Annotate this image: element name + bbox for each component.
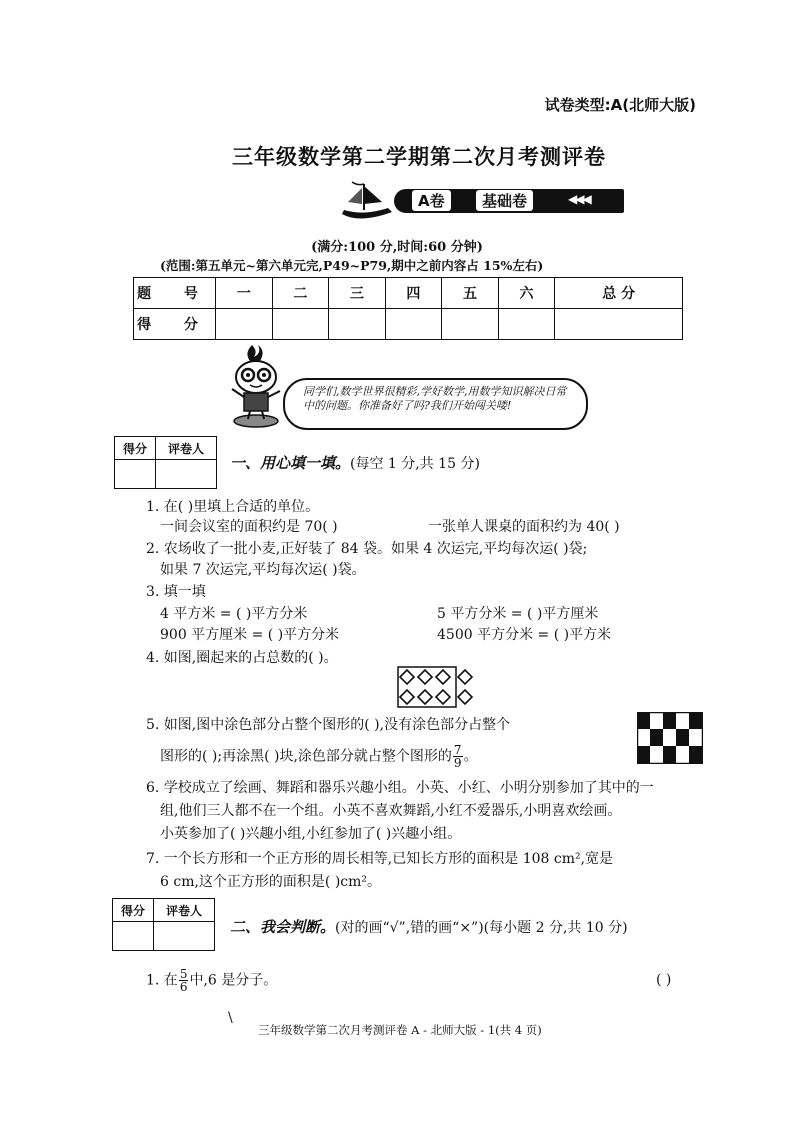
page-title: 三年级数学第二学期第二次月考测评卷 xyxy=(232,145,606,169)
question-1-1a: 一间会议室的面积约是 70( ) xyxy=(160,519,338,535)
question-1-6a: 6. 学校成立了绘画、舞蹈和器乐兴趣小组。小英、小红、小明分别参加了其中的一 xyxy=(146,780,654,796)
question-1-5b-text: 图形的( );再涂黑( )块,涂色部分就占整个图形的 xyxy=(160,748,452,765)
question-1-2a: 2. 农场收了一批小麦,正好装了 84 袋。如果 4 次运完,平均每次运( )袋; xyxy=(146,541,588,557)
ship-icon xyxy=(338,180,402,224)
score-table-header-row xyxy=(134,278,683,309)
table-cell: 得 分 xyxy=(134,309,216,340)
diamond-shape xyxy=(458,670,472,684)
table-cell: 题 号 xyxy=(134,278,216,309)
paper-type-label: 试卷类型:A(北师大版) xyxy=(544,96,696,114)
question-1-3b: 5 平方分米 = ( )平方厘米 xyxy=(437,606,599,622)
question-1-6c: 小英参加了( )兴趣小组,小红参加了( )兴趣小组。 xyxy=(160,826,462,842)
diamond-shape xyxy=(400,690,414,704)
fraction-numerator: 5 xyxy=(179,967,188,981)
volume-banner xyxy=(338,180,630,224)
score-input-cell[interactable] xyxy=(329,309,386,340)
banner-b-label: 基础卷 xyxy=(476,190,533,211)
grader-score-cell[interactable] xyxy=(113,922,154,951)
fraction xyxy=(453,744,463,769)
question-2-1-pre: 1. 在 xyxy=(146,972,178,989)
diamond-shape xyxy=(436,690,450,704)
grader-box xyxy=(114,436,217,489)
grader-name-cell[interactable] xyxy=(156,460,217,489)
grader-name-label: 评卷人 xyxy=(156,437,217,460)
question-1-5a: 5. 如图,图中涂色部分占整个图形的( ),没有涂色部分占整个 xyxy=(146,717,511,733)
table-cell: 六 xyxy=(498,278,555,309)
grader-name-cell[interactable] xyxy=(154,922,215,951)
arrows-icon: ◀◀◀ xyxy=(568,192,590,206)
fraction-numerator: 7 xyxy=(453,743,462,757)
speech-bubble: 同学们,数学世界很精彩,学好数学,用数学知识解决日常中的问题。你准备好了吗?我们开始闯关喽! xyxy=(283,378,588,430)
question-1-7a: 7. 一个长方形和一个正方形的周长相等,已知长方形的面积是 108 cm²,宽是 xyxy=(146,851,614,867)
score-table xyxy=(133,277,683,340)
question-1-2b: 如果 7 次运完,平均每次运( )袋。 xyxy=(160,562,366,578)
question-1-6b: 组,他们三人都不在一个组。小英不喜欢舞蹈,小红不爱器乐,小明喜欢绘画。 xyxy=(160,803,622,819)
grader-score-cell[interactable] xyxy=(115,460,156,489)
score-input-cell[interactable] xyxy=(442,309,499,340)
question-1-1: 1. 在( )里填上合适的单位。 xyxy=(146,499,320,515)
section-2-note: (对的画“√”,错的画“×”)(每小题 2 分,共 10 分) xyxy=(335,920,628,936)
section-1-note: (每空 1 分,共 15 分) xyxy=(350,456,480,472)
stray-mark: \ xyxy=(228,1010,233,1026)
score-input-cell[interactable] xyxy=(216,309,273,340)
score-input-cell[interactable] xyxy=(498,309,555,340)
grader-score-label: 得分 xyxy=(113,899,154,922)
table-cell: 总 分 xyxy=(555,278,683,309)
question-1-3a: 4 平方米 = ( )平方分米 xyxy=(160,606,308,622)
page-footer: 三年级数学第二次月考测评卷 A - 北师大版 - 1(共 4 页) xyxy=(258,1023,542,1037)
table-cell: 四 xyxy=(385,278,442,309)
fraction xyxy=(179,968,189,993)
diamond-shape xyxy=(418,670,432,684)
diamond-shape xyxy=(436,670,450,684)
section-1-title: 一、用心填一填。 xyxy=(230,454,351,472)
grader-box xyxy=(112,898,215,951)
score-input-cell[interactable] xyxy=(555,309,683,340)
question-1-4: 4. 如图,圈起来的占总数的( )。 xyxy=(146,650,338,666)
checker-figure xyxy=(637,712,703,764)
score-table-score-row xyxy=(134,309,683,340)
table-cell: 五 xyxy=(442,278,499,309)
grader-name-label: 评卷人 xyxy=(154,899,215,922)
table-cell: 一 xyxy=(216,278,273,309)
question-2-1-post: 中,6 是分子。 xyxy=(189,972,278,989)
grader-score-label: 得分 xyxy=(115,437,156,460)
question-1-5b: 图形的( );再涂黑( )块,涂色部分就占整个图形的 $\frac{7}{9}$ 。 xyxy=(160,743,478,770)
fraction-denominator: 6 xyxy=(179,980,188,994)
exam-scope: (范围:第五单元~第六单元完,P49~P79,期中之前内容占 15%左右) xyxy=(160,258,544,273)
question-1-3: 3. 填一填 xyxy=(146,584,206,600)
section-2-title: 二、我会判断。 xyxy=(230,918,336,936)
score-input-cell[interactable] xyxy=(272,309,329,340)
question-2-1 xyxy=(146,968,277,993)
banner-a-label: A卷 xyxy=(412,190,451,211)
fraction-denominator: 9 xyxy=(453,756,462,770)
section-1-heading xyxy=(230,452,480,473)
diamonds-figure xyxy=(397,666,475,708)
question-1-3c: 900 平方厘米 = ( )平方分米 xyxy=(160,627,340,643)
table-cell: 三 xyxy=(329,278,386,309)
section-2-heading xyxy=(230,916,628,937)
table-cell: 二 xyxy=(272,278,329,309)
diamond-shape xyxy=(400,670,414,684)
mascot-icon xyxy=(228,343,286,429)
answer-blank[interactable]: ( ) xyxy=(656,972,672,988)
question-1-7b: 6 cm,这个正方形的面积是( )cm²。 xyxy=(160,874,382,890)
score-input-cell[interactable] xyxy=(385,309,442,340)
question-1-3d: 4500 平方分米 = ( )平方米 xyxy=(437,627,612,643)
diamond-shape xyxy=(418,690,432,704)
diamond-shape xyxy=(458,690,472,704)
exam-meta: (满分:100 分,时间:60 分钟) xyxy=(311,240,483,255)
question-1-1b: 一张单人课桌的面积约为 40( ) xyxy=(428,519,620,535)
